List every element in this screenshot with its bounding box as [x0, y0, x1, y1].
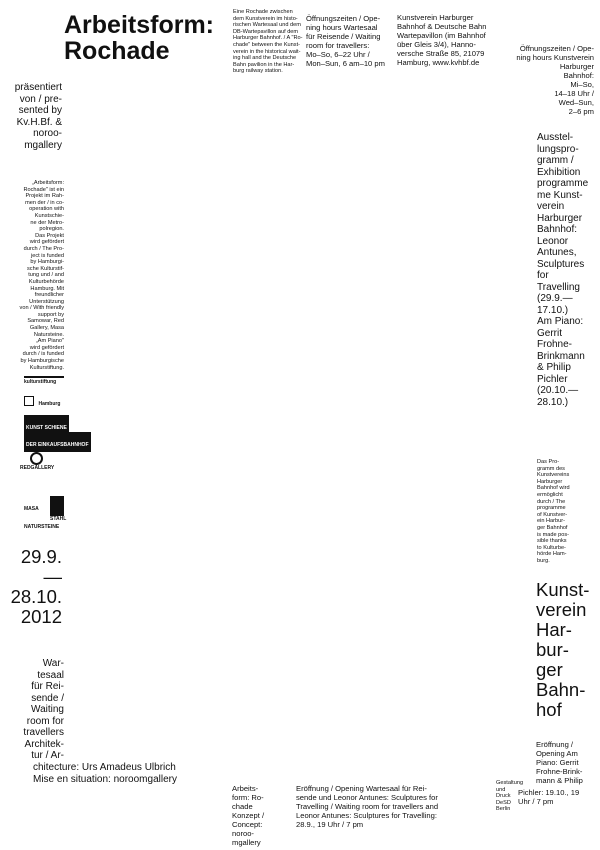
project-funding-text: „Arbeitsform: Rochade" ist ein Projekt im Rah- men der / in co- operation with Kunstschie- ne der Metro- polregion. Das Projekt wird gefördert durch / The Pro- ject is funded by Hamburgi- sche Kulturstif- tung und / and Kulturbehörde Hamburg. Mit freundlicher Unterstützung von / With friendly support by Samowar, Red Gallery, Masa Natursteine. „Am Piano" wird gefördert durch / is funded by Hamburgische Kulturstiftung. [19, 180, 64, 371]
opening-hours-waiting-room: Öffnungszeiten / Ope- ning hours Wartesaal für Reisende / Waiting room for travellers: Mo–So, 6–22 Uhr / Mon–Sun, 6 am–10 pm [306, 14, 385, 68]
programme-funding-note: Das Pro- gramm des Kunstvereins Harburger Bahnhof wird ermöglicht durch / The programme of Kunstver- ein Harbur- ger Bahnhof is made pos- sible thanks to Kulturbe- hörde Ham- burg. [537, 459, 570, 564]
opening-am-piano: Eröffnung / Opening Am Piano: Gerrit Frohne-Brink- mann & Philip [536, 740, 583, 785]
exhibition-dates: 29.9. — 28.10. 2012 [10, 546, 62, 627]
concept-credit: Arbeits- form: Ro- chade Konzept / Concept: noroo- mgallery [232, 784, 265, 847]
opening-hours-kunstverein: Öffnungszeiten / Ope- ning hours Kunstverein Harburger Bahnhof: Mi–So, 14–18 Uhr / Wed–Sun, 2–6 pm [516, 44, 594, 116]
am-piano-opening-date: Pichler: 19.10., 19 Uhr / 7 pm [518, 788, 580, 806]
poster-title: Arbeitsform: Rochade [64, 11, 215, 65]
einkaufsbahnhof-logo: DER EINKAUFSBAHNHOF [24, 432, 91, 452]
exhibition-programme: Ausstel- lungspro- gramm / Exhibition programme me Kunst- verein Harburger Bahnhof: Leonor Antunes, Sculptures for Travelling (29.9.— 17.10.) Am Piano: Gerrit Frohne- Brinkmann & Philip Pichler (20.10.— 28.10.) [537, 132, 589, 408]
stahlwerk-logo: STAHL [50, 496, 66, 522]
kulturstiftung-logo: kulturstiftung [24, 376, 64, 385]
waiting-room-credit: War- tesaal für Rei- sende / Waiting room for travellers Architek- tur / Ar- [23, 658, 64, 761]
design-credit: Gestaltung und Druck DeSD Berlin [496, 780, 524, 813]
redgallery-logo: REDGALLERY [20, 452, 52, 471]
intro-text: Eine Rochade zwischen dem Kunstverein im histo- rischen Wartesaal und dem DB-Wartepavillon auf dem Harburger Bahnhof. / A "Ro- chade" between the Kunst- verein in the historical wait- ing hall and the Deutsche Bahn pavilion in the Har- burg railway station. [233, 9, 303, 75]
architecture-credit: chitecture: Urs Amadeus Ulbrich Mise en situation: noroomgallery [33, 762, 177, 785]
kunstverein-name: Kunst- verein Har- bur- ger Bahn- hof [536, 579, 590, 720]
venue-address: Kunstverein Harburger Bahnhof & Deutsche Bahn Wartepavillon (im Bahnhof über Gleis 3/4), Hanno- versche Straße 85, 21079 Hamburg, www.kvhbf.de [397, 13, 487, 67]
masa-logo: MASA NATURSTEINE [24, 506, 60, 530]
kunstschiene-logo: KUNST SCHIENE [24, 415, 69, 435]
opening-wartesaal: Eröffnung / Opening Wartesaal für Rei- sende und Leonor Antunes: Sculptures for Travelling / Waiting room for travellers and Leonor Antunes: Sculptures for Travelling: 28.9., 19 Uhr / 7 pm [296, 784, 439, 829]
hamburg-logo: Hamburg [24, 392, 60, 410]
presented-by: präsentiert von / pre- sented by Kv.H.Bf. & noroo- mgallery [14, 82, 62, 151]
